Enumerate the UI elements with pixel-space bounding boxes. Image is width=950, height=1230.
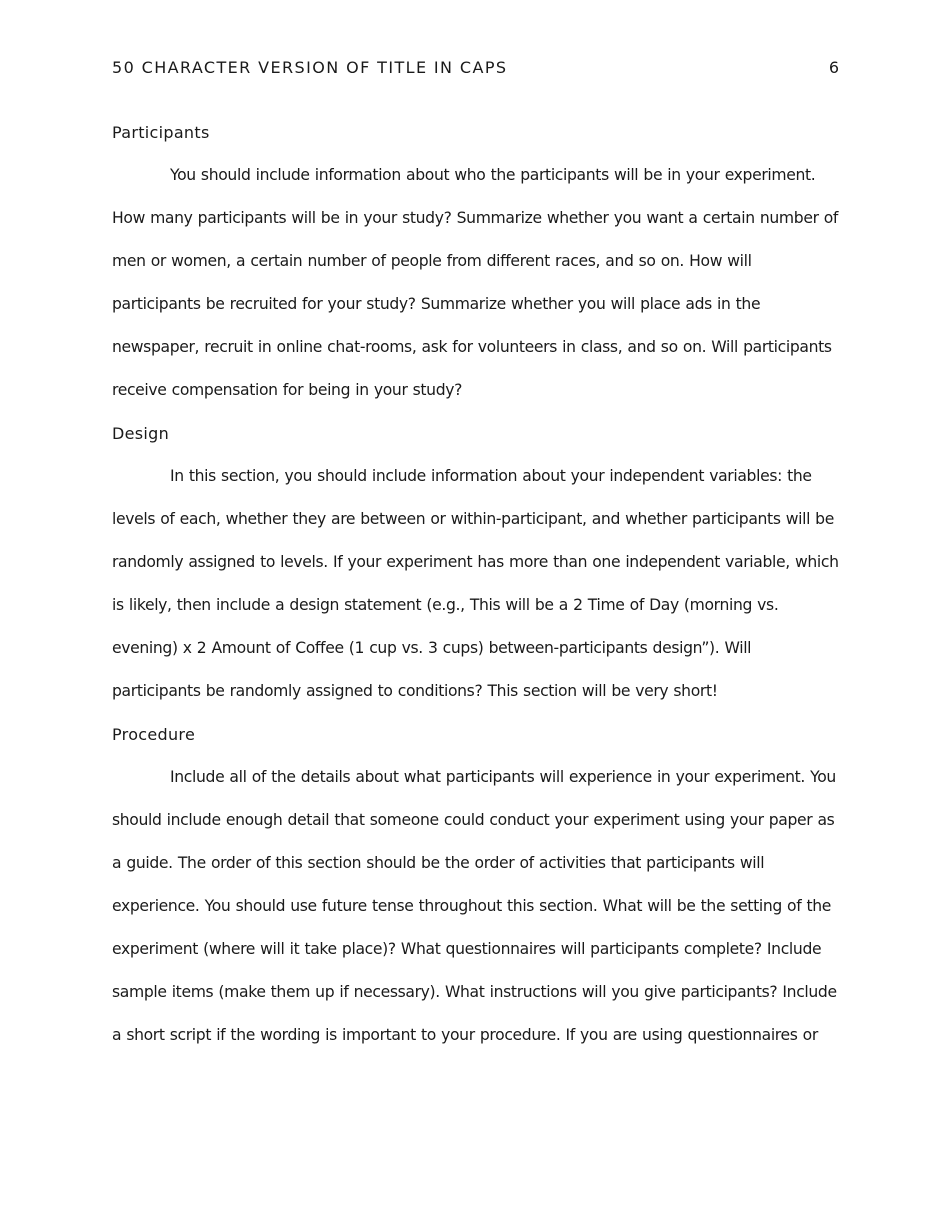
section-heading-participants: Participants xyxy=(112,123,210,142)
paragraph-participants: You should include information about who the participants will be in your experiment. How many participants will be in your study? Summarize whether you want a certain number of men or women, a certain number of people from different races, and so on. How will participants be recruited for your study? Summarize whether you will place ads in the newspaper, recruit in online chat-rooms, ask for volunteers in class, and so on. Will participants receive compensation for being in your study? xyxy=(112,166,839,399)
running-head xyxy=(112,56,839,80)
paragraph-design: In this section, you should include information about your independent variables: the levels of each, whether they are between or within-participant, and whether participants will be randomly assigned to levels. If your experiment has more than one independent variable, which is likely, then include a design statement (e.g., This will be a 2 Time of Day (morning vs. evening) x 2 Amount of Coffee (1 cup vs. 3 cups) between-participants design”). Will participants be randomly assigned to conditions? This section will be very short! xyxy=(112,467,839,700)
paragraph-procedure: Include all of the details about what participants will experience in your experiment. You should include enough detail that someone could conduct your experiment using your paper as a guide. The order of this section should be the order of activities that participants will experience. You should use future tense throughout this section. What will be the setting of the experiment (where will it take place)? What questionnaires will participants complete? Include sample items (make them up if necessary). What instructions will you give participants? Include a short script if the wording is important to your procedure. If you are using questionnaires or xyxy=(112,768,837,1044)
running-title: 50 CHARACTER VERSION OF TITLE IN CAPS xyxy=(112,58,508,77)
document-body xyxy=(112,111,839,1057)
section-heading-design: Design xyxy=(112,424,170,443)
page-number: 6 xyxy=(828,58,839,77)
section-heading-procedure: Procedure xyxy=(112,725,196,744)
